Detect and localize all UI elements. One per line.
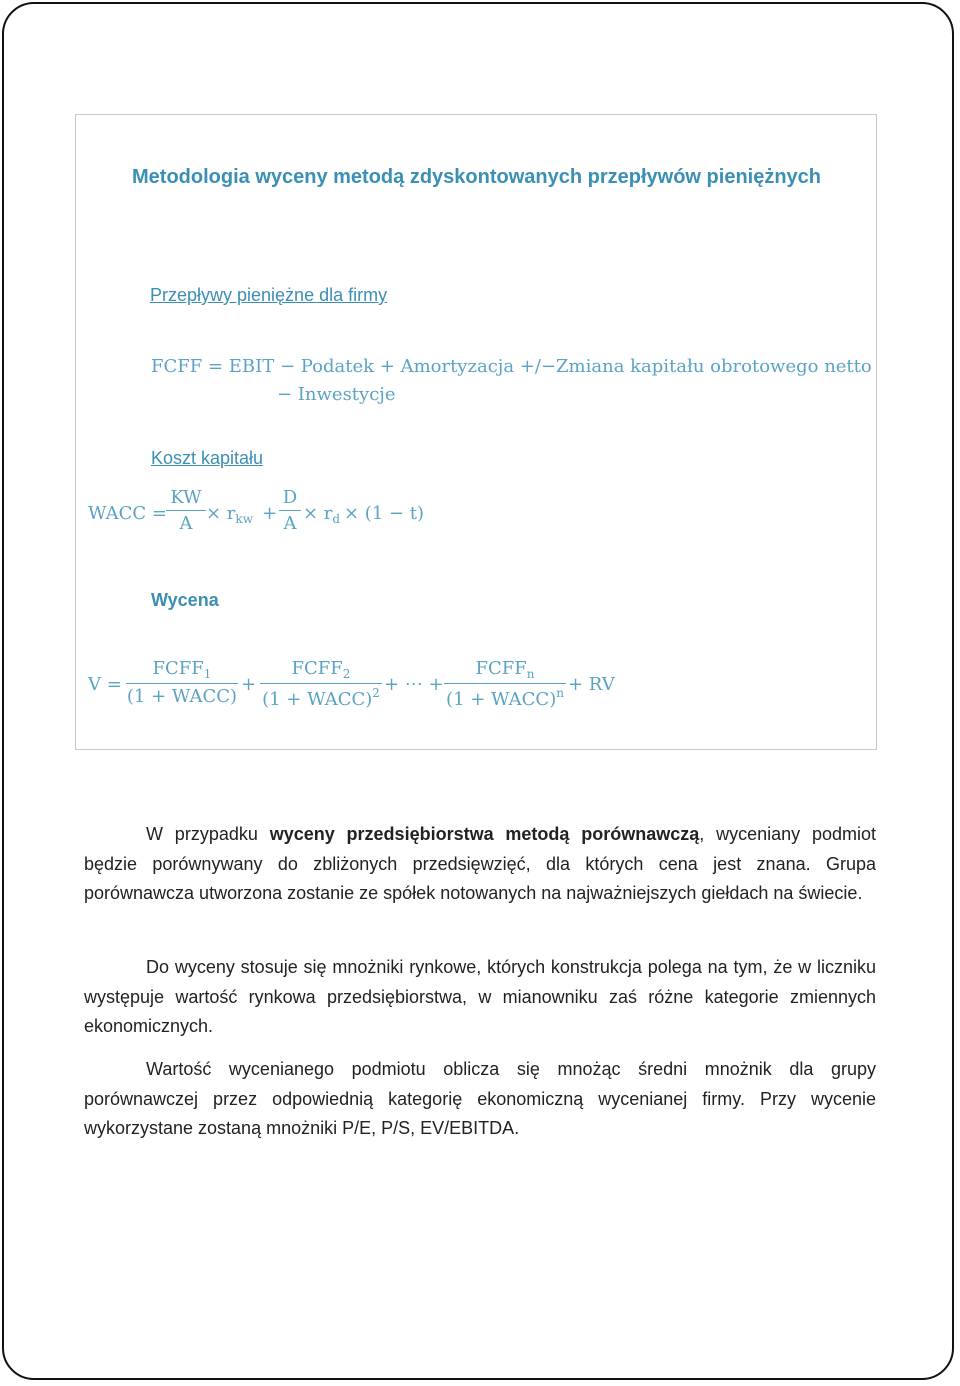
page-title: Metodologia wyceny metodą zdyskontowanych przepływów pieniężnych (132, 166, 822, 188)
paragraph-multiples: Do wyceny stosuje się mnożniki rynkowe, których konstrukcja polega na tym, że w liczniku występuje wartość rynkowa przedsiębiorstwa, w mianowniku zaś różne kategorie zmiennych ekonomicznych. (84, 957, 876, 1036)
valuation-plus: + (241, 674, 257, 695)
wacc-plus: + (262, 503, 278, 524)
formula-panel (75, 114, 877, 750)
wacc-rd: × $r_d$ (303, 503, 341, 526)
wacc-tax-term: × (1 − t) (344, 503, 425, 524)
valuation-residual: + RV (568, 674, 615, 695)
valuation-ellipsis: + ⋯ + (384, 674, 444, 695)
valuation-heading: Wycena (151, 590, 219, 610)
valuation-lhs: V = (88, 674, 122, 695)
fcff-formula-line2: − Inwestycje (277, 384, 396, 405)
paragraph-bold-phrase: wyceny przedsiębiorstwa metodą porównawczą (269, 824, 700, 844)
wacc-lhs: WACC = (88, 503, 167, 524)
cost-of-capital-heading[interactable]: Koszt kapitału (151, 448, 264, 468)
valuation-term-1: $FCFF_1$ (1 + WACC) (126, 658, 238, 707)
wacc-fraction-kw-a: KW A (166, 487, 206, 534)
valuation-term-2: $FCFF_2$ (1 + WACC)$^2$ (260, 658, 382, 710)
valuation-term-n: $FCFF_n$ (1 + WACC)$^n$ (444, 658, 566, 710)
fcff-formula-line1: FCFF = EBIT − Podatek + Amortyzacja +/−Zmiana kapitału obrotowego netto (151, 356, 872, 377)
wacc-fraction-d-a: D A (279, 487, 301, 534)
wacc-rkw: × $r_{kw}$ (206, 503, 253, 526)
paragraph-valuation-formula: Wartość wycenianego podmiotu oblicza się mnożąc średni mnożnik dla grupy porównawczej przez odpowiednią kategorię ekonomiczną wycenianej firmy. Przy wycenie wykorzystane zostaną mnożniki P/E, P/S, EV/EBITDA. (84, 1059, 876, 1138)
cash-flows-heading[interactable]: Przepływy pieniężne dla firmy (150, 285, 388, 305)
paragraph-comparative-method: W przypadku wyceny przedsiębiorstwa metodą porównawczą, wyceniany podmiot będzie porównywany do zbliżonych przedsięwzięć, dla których cena jest znana. Grupa porównawcza utworzona zostanie ze spółek notowanych na najważniejszych giełdach na świecie. (84, 824, 876, 903)
